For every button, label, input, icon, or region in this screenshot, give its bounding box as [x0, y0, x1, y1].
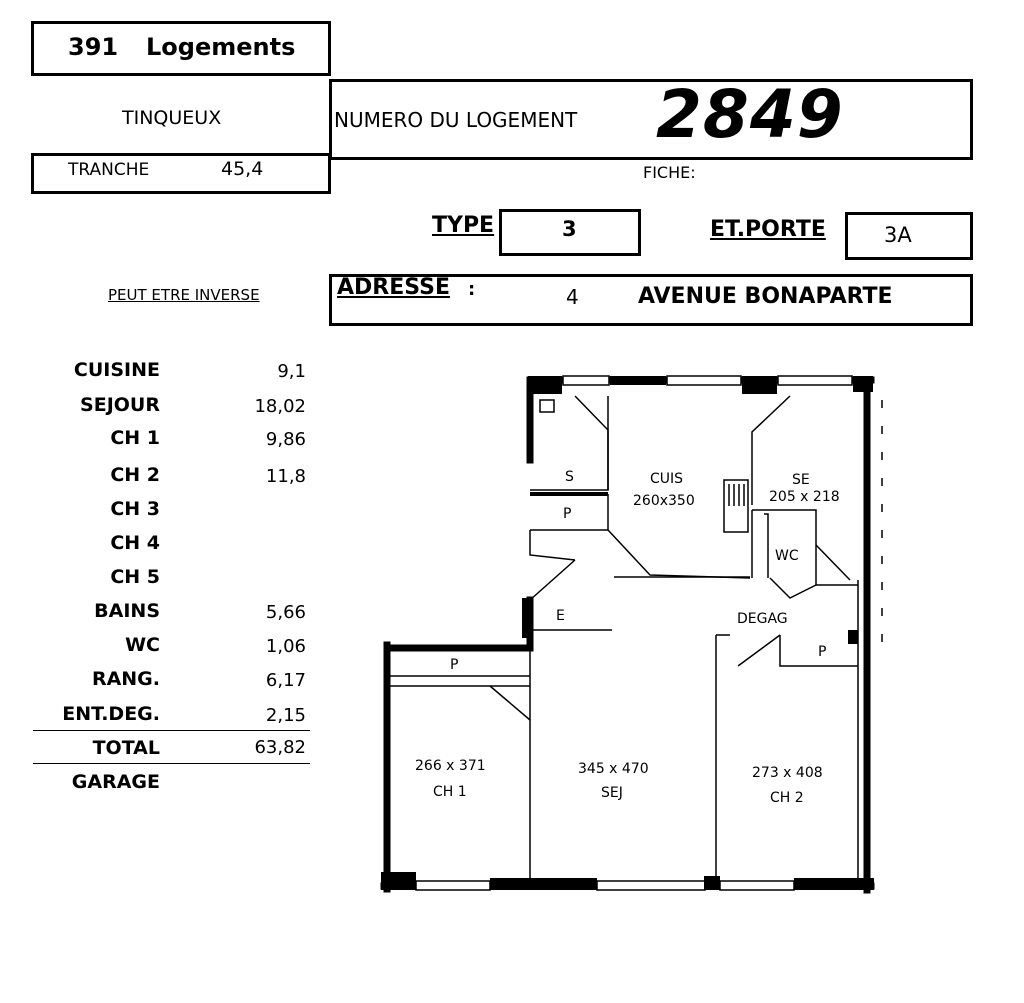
adresse-number: 4 [566, 285, 579, 309]
area-value-ch2: 11,8 [265, 466, 306, 487]
area-label-ch4: CH 4 [110, 532, 160, 554]
outer-walls [384, 380, 871, 890]
inverse-note: PEUT ETRE INVERSE [108, 286, 260, 304]
area-label-bains: BAINS [94, 600, 160, 622]
area-label-cuisine: CUISINE [73, 359, 160, 381]
area-label-ch1: CH 1 [110, 427, 160, 449]
total-label: TOTAL [92, 737, 160, 759]
total-value: 63,82 [254, 737, 306, 758]
plan-label-se: SE [792, 472, 810, 488]
interior-walls [390, 396, 882, 880]
area-label-wc: WC [125, 634, 160, 656]
area-label-entdeg: ENT.DEG. [62, 703, 160, 725]
plan-label-p3: P [450, 657, 459, 673]
area-value-cuisine: 9,1 [277, 361, 306, 382]
plan-label-ch2: CH 2 [770, 790, 804, 806]
etporte-value: 3A [884, 223, 912, 247]
units-count: 391 [68, 33, 119, 61]
plan-label-cuis-dim: 260x350 [633, 493, 695, 509]
plan-label-ch1: CH 1 [433, 784, 467, 800]
city-name: TINQUEUX [122, 107, 222, 129]
type-value: 3 [562, 217, 577, 241]
plan-label-e: E [556, 608, 565, 624]
plan-label-ch2-dim: 273 x 408 [752, 765, 823, 781]
area-value-sejour: 18,02 [254, 396, 306, 417]
adresse-separator: : [468, 279, 476, 300]
type-label: TYPE [432, 213, 495, 238]
area-label-ch3: CH 3 [110, 498, 160, 520]
area-label-ch2: CH 2 [110, 464, 160, 486]
area-value-rang: 6,17 [265, 670, 306, 691]
plan-label-se-dim: 205 x 218 [769, 489, 840, 505]
windows [416, 376, 852, 890]
plan-label-sej: SEJ [601, 785, 623, 801]
area-label-ch5: CH 5 [110, 566, 160, 588]
area-value-wc: 1,06 [265, 636, 306, 657]
area-value-bains: 5,66 [265, 602, 306, 623]
area-value-ch1: 9,86 [265, 429, 306, 450]
wall-chunks [381, 376, 874, 890]
plan-label-sej-dim: 345 x 470 [578, 761, 649, 777]
plan-label-cuis: CUIS [650, 471, 684, 487]
plan-label-p2: P [818, 644, 827, 660]
area-label-sejour: SEJOUR [80, 394, 160, 416]
area-label-rang: RANG. [91, 668, 160, 690]
plan-label-wc: WC [775, 548, 799, 564]
tranche-label: TRANCHE [68, 160, 150, 180]
plan-label-ch1-dim: 266 x 371 [415, 758, 486, 774]
numero-value: 2849 [656, 76, 844, 153]
etporte-label: ET.PORTE [710, 217, 826, 242]
numero-label: NUMERO DU LOGEMENT [334, 108, 578, 132]
plan-label-s: S [565, 469, 574, 485]
tranche-value: 45,4 [221, 158, 264, 180]
adresse-label: ADRESSE [337, 275, 450, 300]
units-label: Logements [146, 33, 296, 61]
adresse-street: AVENUE BONAPARTE [638, 284, 893, 309]
plan-label-degag: DEGAG [737, 611, 788, 627]
fiche-label: FICHE: [643, 163, 696, 182]
plan-label-p1: P [563, 506, 572, 522]
garage-label: GARAGE [71, 771, 160, 793]
area-value-entdeg: 2,15 [265, 705, 306, 726]
